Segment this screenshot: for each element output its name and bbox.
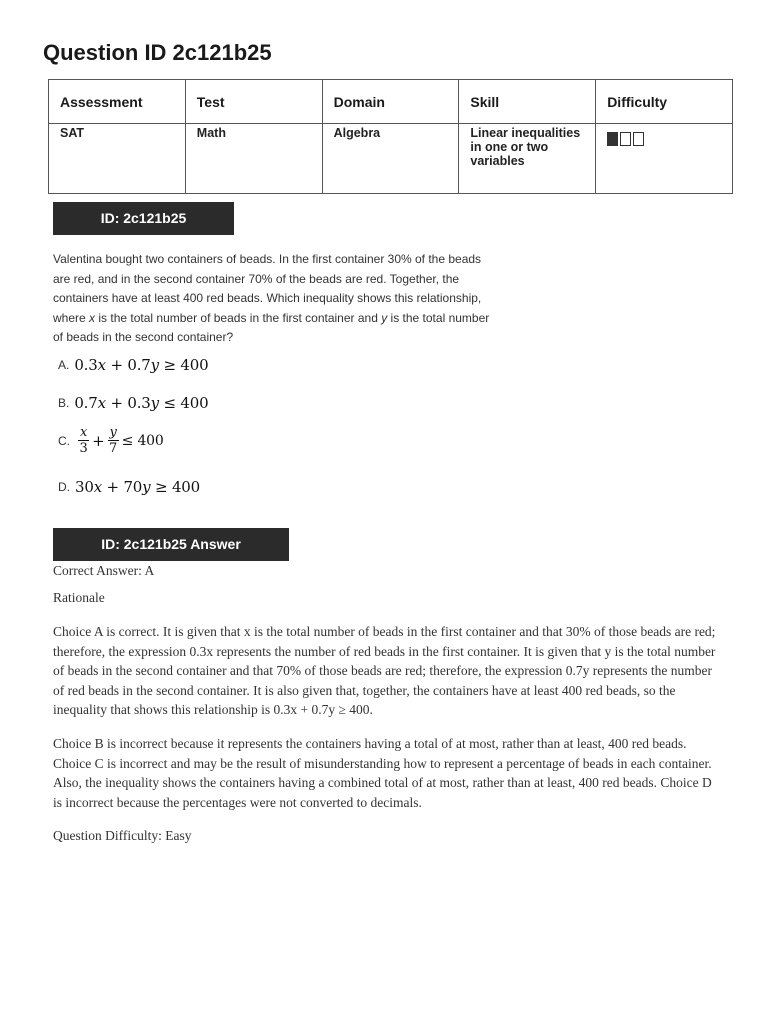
rationale-paragraph-1: Choice A is correct. It is given that x is the total number of beads in the first container and that 30% of those beads are red; therefore, the expression 0.3x represents the number of red beads in the first container. It is given that y is the total number of beads in the second container and that 70% of those beads are red; therefore, the expression 0.7y represents the number of red beads in the second container. It is also given that, together, the containers have at least 400 red beads, so the inequality that shows this relationship is 0.3x + 0.7y ≥ 400. xyxy=(53,624,716,717)
value-domain: Algebra xyxy=(322,124,459,194)
choice-d-expression xyxy=(75,478,200,496)
value-test: Math xyxy=(185,124,322,194)
rationale-paragraph-2: Choice B is incorrect because it represents the containers having a total of at most, rather than at least, 400 red beads. Choice C is incorrect and may be the result of misunderstanding how to represent a percentage of beads in each container. Also, the inequality shows the containers having a combined total of at most, rather than at least, 400 red beads. Choice D is incorrect because the percentages were not converted to decimals. xyxy=(53,736,712,810)
header-test: Test xyxy=(185,80,322,124)
choice-c[interactable] xyxy=(58,425,164,456)
meta-value-row xyxy=(49,124,733,194)
question-id-banner: ID: 2c121b25 xyxy=(53,202,234,235)
choice-a-expression xyxy=(74,356,208,374)
fraction-y-over-7 xyxy=(108,425,119,456)
math-var: x xyxy=(97,356,106,374)
math-part: + 70 xyxy=(101,478,143,496)
math-part: 30 xyxy=(75,478,94,496)
fraction-denominator: 3 xyxy=(79,441,88,456)
fraction-denominator: 7 xyxy=(109,441,118,456)
choice-c-expression xyxy=(75,425,164,456)
question-var-x: x xyxy=(89,310,96,325)
difficulty-box-empty xyxy=(620,132,631,146)
math-part: 0.7 xyxy=(74,394,98,412)
meta-header-row xyxy=(49,80,733,124)
choice-b-expression xyxy=(74,394,208,412)
math-part: ≤ 400 xyxy=(121,432,164,449)
fraction-numerator: x xyxy=(80,425,88,440)
choice-letter: D. xyxy=(58,480,70,494)
math-part: ≥ 400 xyxy=(150,478,200,496)
question-meta-table xyxy=(48,79,733,194)
math-var: x xyxy=(97,394,106,412)
math-var: y xyxy=(142,478,151,496)
math-var: y xyxy=(150,394,159,412)
math-part: 0.3 xyxy=(74,356,98,374)
math-part: ≤ 400 xyxy=(158,394,209,412)
math-var: y xyxy=(150,356,159,374)
question-var-y: y xyxy=(381,310,388,325)
question-difficulty: Question Difficulty: Easy xyxy=(53,828,192,843)
choice-letter: C. xyxy=(58,433,70,448)
choice-b[interactable] xyxy=(58,394,208,412)
math-part: ≥ 400 xyxy=(158,356,209,374)
header-domain: Domain xyxy=(322,80,459,124)
math-var: x xyxy=(93,478,102,496)
correct-answer: Correct Answer: A xyxy=(53,563,155,578)
choice-d[interactable] xyxy=(58,478,200,496)
choice-letter: B. xyxy=(58,396,70,410)
value-assessment: SAT xyxy=(49,124,186,194)
choice-a[interactable] xyxy=(58,356,208,374)
fraction-x-over-3 xyxy=(78,425,89,456)
question-text-part: is the total number of beads in the second container? xyxy=(53,310,490,344)
difficulty-box-empty xyxy=(633,132,644,146)
header-difficulty: Difficulty xyxy=(596,80,733,124)
answer-id-banner: ID: 2c121b25 Answer xyxy=(53,528,289,561)
header-assessment: Assessment xyxy=(49,80,186,124)
choice-letter: A. xyxy=(58,358,70,372)
question-text-part: Valentina bought two containers of beads. In the first container 30% of the beads are red, and in the second container 70% of the beads are red. Together, the containers have at least 400 red beads. Which inequality shows this relationship, where xyxy=(53,252,482,325)
difficulty-box-filled xyxy=(607,132,618,146)
math-part: + 0.3 xyxy=(105,394,151,412)
value-difficulty xyxy=(596,124,733,194)
difficulty-indicator xyxy=(607,132,644,146)
math-part: + 0.7 xyxy=(105,356,151,374)
fraction-numerator: y xyxy=(109,425,117,440)
value-skill: Linear inequalities in one or two variables xyxy=(459,124,596,194)
question-text-part: is the total number of beads in the first container and xyxy=(95,310,382,325)
page-title: Question ID 2c121b25 xyxy=(43,40,272,65)
rationale-heading: Rationale xyxy=(53,590,105,605)
question-text xyxy=(53,250,493,348)
header-skill: Skill xyxy=(459,80,596,124)
math-part: + xyxy=(92,431,105,450)
